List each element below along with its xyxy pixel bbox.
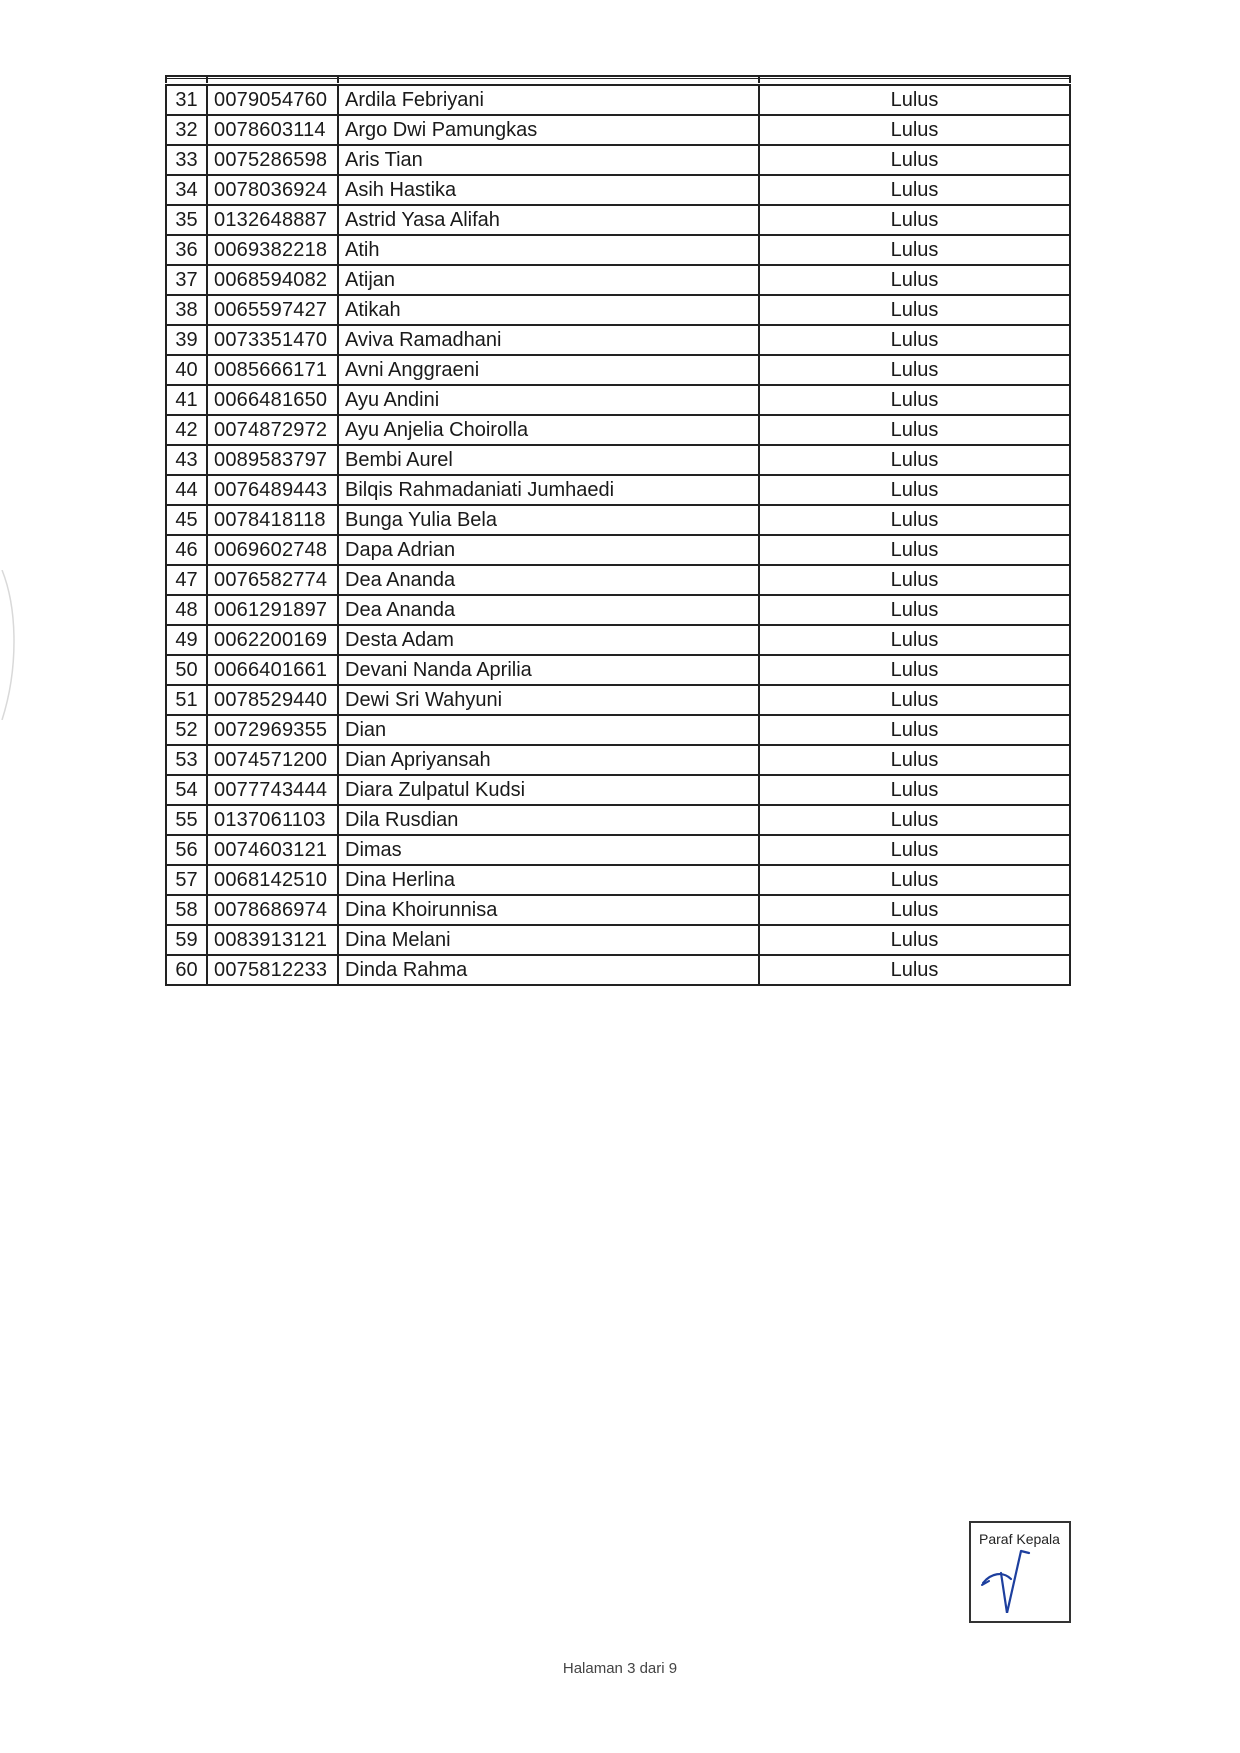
column-stub [206, 75, 208, 83]
graduation-results-table [165, 84, 1071, 986]
student-nisn: 0078529440 [207, 685, 338, 715]
row-number: 42 [166, 415, 207, 445]
student-nisn: 0078603114 [207, 115, 338, 145]
student-nisn: 0075286598 [207, 145, 338, 175]
student-nisn: 0069602748 [207, 535, 338, 565]
row-number: 59 [166, 925, 207, 955]
student-name: Diara Zulpatul Kudsi [338, 775, 759, 805]
row-number: 46 [166, 535, 207, 565]
student-nisn: 0069382218 [207, 235, 338, 265]
column-stub [1069, 75, 1071, 83]
scan-edge-mark [0, 570, 20, 720]
student-nisn: 0066481650 [207, 385, 338, 415]
graduation-status: Lulus [759, 715, 1070, 745]
table-row [166, 385, 1070, 415]
table-row [166, 865, 1070, 895]
row-number: 37 [166, 265, 207, 295]
table-row [166, 535, 1070, 565]
table-row [166, 685, 1070, 715]
table-row [166, 445, 1070, 475]
table-row [166, 415, 1070, 445]
row-number: 35 [166, 205, 207, 235]
table-row [166, 925, 1070, 955]
student-name: Atikah [338, 295, 759, 325]
graduation-status: Lulus [759, 265, 1070, 295]
table-row [166, 235, 1070, 265]
table-top-column-stubs [165, 75, 1071, 83]
student-name: Ayu Anjelia Choirolla [338, 415, 759, 445]
graduation-status: Lulus [759, 505, 1070, 535]
graduation-status: Lulus [759, 925, 1070, 955]
student-name: Bembi Aurel [338, 445, 759, 475]
student-nisn: 0077743444 [207, 775, 338, 805]
row-number: 31 [166, 85, 207, 115]
row-number: 51 [166, 685, 207, 715]
signature-initial-icon [981, 1543, 1061, 1613]
row-number: 53 [166, 745, 207, 775]
student-nisn: 0076489443 [207, 475, 338, 505]
student-name: Dian Apriyansah [338, 745, 759, 775]
row-number: 54 [166, 775, 207, 805]
column-stub [337, 75, 339, 83]
row-number: 52 [166, 715, 207, 745]
row-number: 36 [166, 235, 207, 265]
student-name: Bilqis Rahmadaniati Jumhaedi [338, 475, 759, 505]
student-name: Astrid Yasa Alifah [338, 205, 759, 235]
graduation-status: Lulus [759, 295, 1070, 325]
student-name: Dila Rusdian [338, 805, 759, 835]
student-name: Asih Hastika [338, 175, 759, 205]
column-stub [758, 75, 760, 83]
student-name: Ardila Febriyani [338, 85, 759, 115]
student-name: Argo Dwi Pamungkas [338, 115, 759, 145]
student-name: Dian [338, 715, 759, 745]
graduation-status: Lulus [759, 625, 1070, 655]
student-name: Avni Anggraeni [338, 355, 759, 385]
principal-initial-box [969, 1521, 1071, 1623]
graduation-status: Lulus [759, 595, 1070, 625]
graduation-status: Lulus [759, 385, 1070, 415]
graduation-status: Lulus [759, 205, 1070, 235]
student-name: Atih [338, 235, 759, 265]
table-row [166, 895, 1070, 925]
graduation-status: Lulus [759, 895, 1070, 925]
graduation-status: Lulus [759, 535, 1070, 565]
graduation-status: Lulus [759, 235, 1070, 265]
student-name: Devani Nanda Aprilia [338, 655, 759, 685]
graduation-status: Lulus [759, 775, 1070, 805]
graduation-status: Lulus [759, 175, 1070, 205]
student-name: Dea Ananda [338, 565, 759, 595]
student-nisn: 0073351470 [207, 325, 338, 355]
student-nisn: 0066401661 [207, 655, 338, 685]
student-name: Dina Khoirunnisa [338, 895, 759, 925]
graduation-status: Lulus [759, 685, 1070, 715]
student-name: Dina Melani [338, 925, 759, 955]
row-number: 39 [166, 325, 207, 355]
table-row [166, 715, 1070, 745]
student-name: Bunga Yulia Bela [338, 505, 759, 535]
table-row [166, 775, 1070, 805]
row-number: 33 [166, 145, 207, 175]
table-row [166, 205, 1070, 235]
student-name: Aviva Ramadhani [338, 325, 759, 355]
page-number-footer: Halaman 3 dari 9 [562, 1660, 678, 1677]
graduation-status: Lulus [759, 115, 1070, 145]
graduation-status: Lulus [759, 955, 1070, 985]
table-row [166, 625, 1070, 655]
student-nisn: 0074872972 [207, 415, 338, 445]
graduation-status: Lulus [759, 415, 1070, 445]
graduation-status: Lulus [759, 85, 1070, 115]
row-number: 34 [166, 175, 207, 205]
paraf-label: Paraf Kepala [979, 1531, 1060, 1547]
table-row [166, 85, 1070, 115]
table-row [166, 145, 1070, 175]
student-name: Atijan [338, 265, 759, 295]
row-number: 50 [166, 655, 207, 685]
row-number: 43 [166, 445, 207, 475]
row-number: 44 [166, 475, 207, 505]
student-nisn: 0061291897 [207, 595, 338, 625]
student-name: Dea Ananda [338, 595, 759, 625]
student-nisn: 0078036924 [207, 175, 338, 205]
table-row [166, 175, 1070, 205]
student-name: Dewi Sri Wahyuni [338, 685, 759, 715]
table-row [166, 655, 1070, 685]
table-row [166, 595, 1070, 625]
table-row [166, 355, 1070, 385]
table-body [166, 85, 1070, 985]
student-nisn: 0083913121 [207, 925, 338, 955]
student-nisn: 0062200169 [207, 625, 338, 655]
student-name: Ayu Andini [338, 385, 759, 415]
table-row [166, 745, 1070, 775]
student-nisn: 0068142510 [207, 865, 338, 895]
table-row [166, 325, 1070, 355]
row-number: 32 [166, 115, 207, 145]
graduation-status: Lulus [759, 805, 1070, 835]
student-nisn: 0072969355 [207, 715, 338, 745]
student-name: Dimas [338, 835, 759, 865]
table-row [166, 955, 1070, 985]
row-number: 38 [166, 295, 207, 325]
student-nisn: 0079054760 [207, 85, 338, 115]
graduation-status: Lulus [759, 355, 1070, 385]
table-row [166, 115, 1070, 145]
student-nisn: 0075812233 [207, 955, 338, 985]
table-row [166, 805, 1070, 835]
row-number: 45 [166, 505, 207, 535]
student-nisn: 0132648887 [207, 205, 338, 235]
student-name: Dina Herlina [338, 865, 759, 895]
student-nisn: 0068594082 [207, 265, 338, 295]
student-nisn: 0074571200 [207, 745, 338, 775]
student-nisn: 0076582774 [207, 565, 338, 595]
row-number: 58 [166, 895, 207, 925]
graduation-status: Lulus [759, 865, 1070, 895]
student-nisn: 0078418118 [207, 505, 338, 535]
student-name: Dapa Adrian [338, 535, 759, 565]
row-number: 48 [166, 595, 207, 625]
graduation-status: Lulus [759, 325, 1070, 355]
table-row [166, 295, 1070, 325]
row-number: 56 [166, 835, 207, 865]
student-nisn: 0089583797 [207, 445, 338, 475]
table-row [166, 565, 1070, 595]
graduation-status: Lulus [759, 475, 1070, 505]
graduation-status: Lulus [759, 445, 1070, 475]
row-number: 57 [166, 865, 207, 895]
student-nisn: 0074603121 [207, 835, 338, 865]
table-row [166, 265, 1070, 295]
row-number: 47 [166, 565, 207, 595]
table-row [166, 835, 1070, 865]
student-nisn: 0137061103 [207, 805, 338, 835]
student-name: Dinda Rahma [338, 955, 759, 985]
row-number: 40 [166, 355, 207, 385]
row-number: 49 [166, 625, 207, 655]
row-number: 55 [166, 805, 207, 835]
graduation-status: Lulus [759, 745, 1070, 775]
table-row [166, 505, 1070, 535]
student-name: Desta Adam [338, 625, 759, 655]
row-number: 60 [166, 955, 207, 985]
student-nisn: 0085666171 [207, 355, 338, 385]
student-name: Aris Tian [338, 145, 759, 175]
graduation-status: Lulus [759, 565, 1070, 595]
student-nisn: 0078686974 [207, 895, 338, 925]
table-row [166, 475, 1070, 505]
column-stub [165, 75, 167, 83]
graduation-status: Lulus [759, 655, 1070, 685]
student-nisn: 0065597427 [207, 295, 338, 325]
graduation-status: Lulus [759, 145, 1070, 175]
row-number: 41 [166, 385, 207, 415]
graduation-status: Lulus [759, 835, 1070, 865]
